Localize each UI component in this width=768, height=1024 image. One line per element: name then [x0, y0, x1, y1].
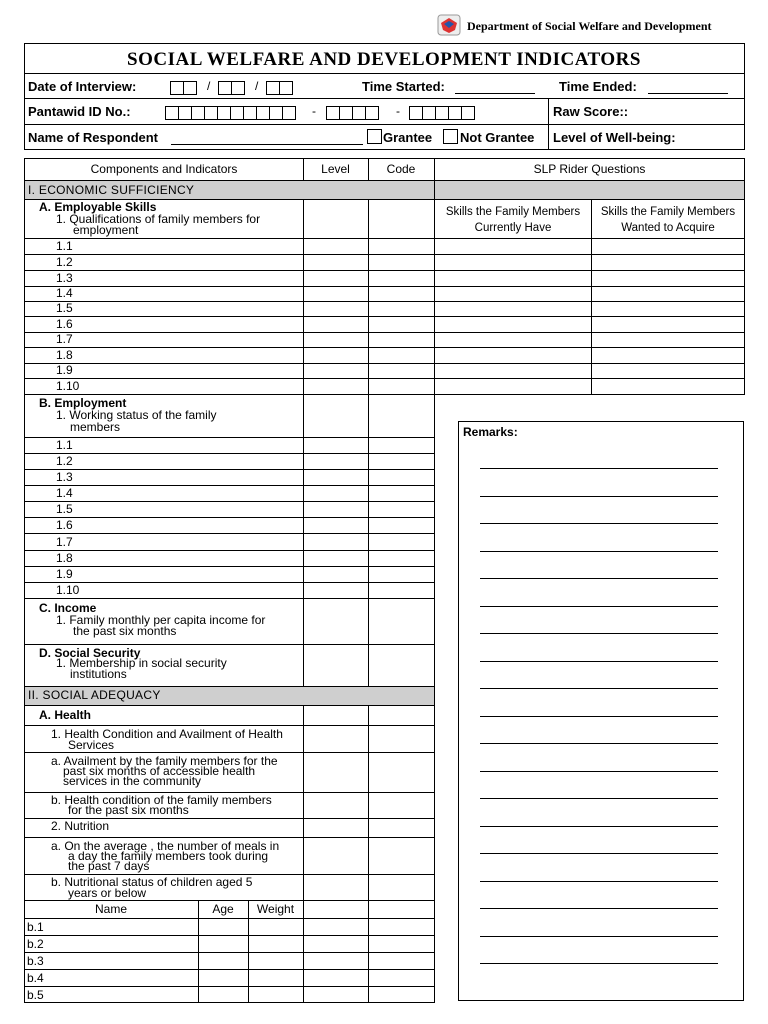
remarks-line[interactable] [480, 798, 718, 799]
nutrition-title: 2. Nutrition [51, 819, 110, 833]
employment-row-label: 1.7 [56, 535, 73, 549]
grantee-label: Grantee [383, 130, 433, 145]
employment-row-label: 1.4 [56, 486, 73, 500]
employment-row-label: 1.2 [56, 454, 73, 468]
employment-title: B. Employment [39, 396, 127, 410]
grantee-checkbox[interactable] [367, 129, 382, 144]
remarks-line[interactable] [480, 468, 718, 469]
employable-row-label: 1.7 [56, 332, 73, 346]
date-label: Date of Interview: [28, 79, 137, 94]
dswd-logo-icon [437, 14, 461, 36]
col-code-header: Code [386, 162, 416, 176]
remarks-line[interactable] [480, 661, 718, 662]
time-ended-label: Time Ended: [559, 79, 637, 94]
employable-row-label: 1.6 [56, 317, 73, 331]
col-name-header: Name [94, 902, 127, 916]
employable-row-label: 1.2 [56, 255, 73, 269]
remarks-line[interactable] [480, 853, 718, 854]
remarks-line[interactable] [480, 523, 718, 524]
social-security-title: D. Social Security [39, 646, 141, 660]
child-row-label: b.1 [27, 920, 44, 934]
remarks-line[interactable] [480, 743, 718, 744]
remarks-line[interactable] [480, 688, 718, 689]
remarks-line[interactable] [480, 963, 718, 964]
income-title: C. Income [39, 601, 97, 615]
page-title: SOCIAL WELFARE AND DEVELOPMENT INDICATORS [127, 49, 641, 70]
time-started-label: Time Started: [362, 79, 445, 94]
date-month-boxes[interactable] [170, 79, 196, 97]
col-age-header: Age [212, 902, 234, 916]
child-row-label: b.2 [27, 937, 44, 951]
time-ended-field[interactable] [648, 93, 728, 94]
respondent-label: Name of Respondent [28, 130, 159, 145]
employment-row-label: 1.6 [56, 518, 73, 532]
employable-row-label: 1.8 [56, 348, 73, 362]
employable-row-label: 1.5 [56, 301, 73, 315]
department-name: Department of Social Welfare and Development [467, 19, 712, 33]
employable-row-label: 1.9 [56, 363, 73, 377]
remarks-line[interactable] [480, 936, 718, 937]
remarks-line[interactable] [480, 716, 718, 717]
col-weight-header: Weight [256, 902, 295, 916]
remarks-line[interactable] [480, 826, 718, 827]
raw-score-label: Raw Score:: [553, 104, 629, 119]
col-level-header: Level [321, 162, 350, 176]
date-year-boxes[interactable] [266, 79, 292, 97]
slp-skills-have: Skills the Family Members [445, 206, 581, 218]
employment-row-label: 1.9 [56, 567, 73, 581]
time-started-field[interactable] [455, 93, 535, 94]
remarks-label: Remarks: [463, 425, 518, 439]
date-day-boxes[interactable] [218, 79, 244, 97]
employment-row-label: 1.3 [56, 470, 73, 484]
pantawid-id-boxes-3[interactable] [409, 104, 474, 122]
child-row-label: b.3 [27, 954, 44, 968]
wellbeing-label: Level of Well-being: [553, 130, 676, 145]
employable-row-label: 1.3 [56, 271, 73, 285]
pantawid-id-boxes-2[interactable] [326, 104, 378, 122]
col-slp-header: SLP Rider Questions [533, 162, 646, 176]
health-title: A. Health [39, 708, 92, 722]
pantawid-label: Pantawid ID No.: [28, 104, 131, 119]
remarks-line[interactable] [480, 908, 718, 909]
remarks-line[interactable] [480, 633, 718, 634]
pantawid-id-boxes-1[interactable] [165, 104, 295, 122]
employable-skills-title: A. Employable Skills [39, 200, 157, 214]
child-row-label: b.4 [27, 971, 44, 985]
remarks-line[interactable] [480, 606, 718, 607]
employment-row-label: 1.8 [56, 551, 73, 565]
remarks-line[interactable] [480, 881, 718, 882]
remarks-line[interactable] [480, 496, 718, 497]
employable-row-label: 1.10 [56, 379, 80, 393]
remarks-line[interactable] [480, 551, 718, 552]
remarks-line[interactable] [480, 771, 718, 772]
child-row-label: b.5 [27, 988, 44, 1002]
col-components-header: Components and Indicators [90, 162, 238, 176]
employment-row-label: 1.10 [56, 583, 80, 597]
remarks-line[interactable] [480, 578, 718, 579]
slp-skills-want: Skills the Family Members [600, 206, 736, 218]
respondent-name-field[interactable] [171, 144, 363, 145]
employable-row-label: 1.4 [56, 286, 73, 300]
employment-row-label: 1.1 [56, 438, 73, 452]
remarks-box[interactable] [458, 421, 744, 1001]
not-grantee-label: Not Grantee [460, 130, 535, 145]
not-grantee-checkbox[interactable] [443, 129, 458, 144]
employable-row-label: 1.1 [56, 239, 73, 253]
employment-row-label: 1.5 [56, 502, 73, 516]
